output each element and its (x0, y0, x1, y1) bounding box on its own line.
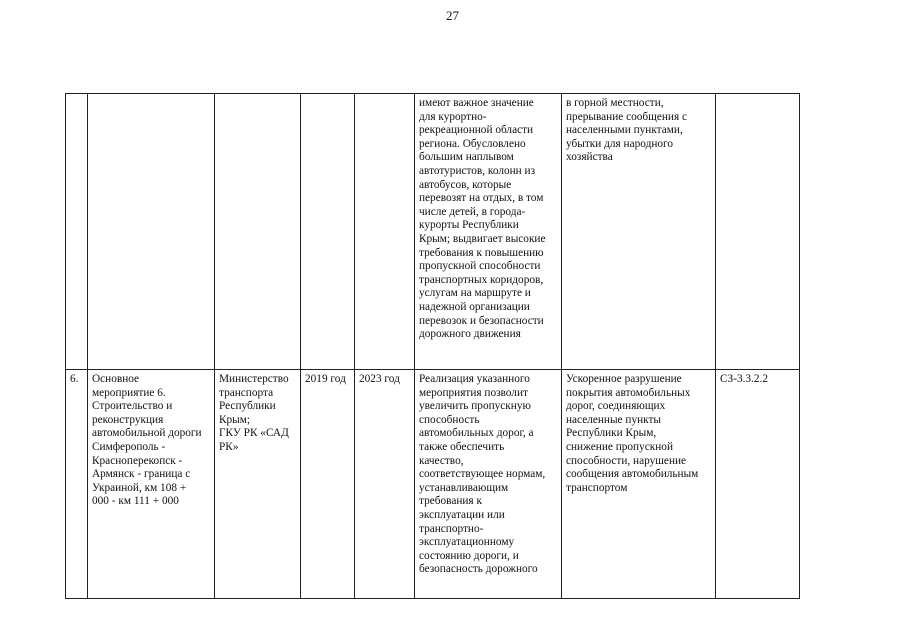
cell-measure-name (88, 94, 215, 370)
cell-executor: Министерство транспорта Республики Крым; ГКУ РК «САД РК» (215, 370, 301, 599)
cell-link: СЗ-3.3.2.2 (716, 370, 800, 599)
cell-start-year (301, 94, 355, 370)
table-row (66, 370, 800, 599)
cell-end-year (355, 94, 415, 370)
cell-measure-name: Основное мероприятие 6. Строительство и реконструкция автомобильной дороги Симферополь - Красноперекопск - Армянск - граница с Украиной, км 108 + 000 - км 111 + 000 (88, 370, 215, 599)
cell-number: 6. (66, 370, 88, 599)
cell-link (716, 94, 800, 370)
measures-table (65, 93, 800, 599)
cell-start-year: 2019 год (301, 370, 355, 599)
cell-executor (215, 94, 301, 370)
cell-consequences: Ускоренное разрушение покрытия автомобильных дорог, соединяющих населенные пункты Республики Крым, снижение пропускной способности, нарушение сообщения автомобильным транспортом (562, 370, 716, 599)
cell-expected-result: Реализация указанного мероприятия позволит увеличить пропускную способность автомобильных дорог, а также обеспечить качество, соответствующее нормам, устанавливающим требования к эксплуатации или транспортно- эксплуатационному состоянию дороги, и безопасность дорожного (415, 370, 562, 599)
cell-number (66, 94, 88, 370)
cell-end-year: 2023 год (355, 370, 415, 599)
page-number: 27 (446, 8, 459, 23)
table-row (66, 94, 800, 370)
cell-expected-result: имеют важное значение для курортно- рекреационной области региона. Обусловлено большим наплывом автотуристов, колонн из автобусов, которые перевозят на отдых, в том числе детей, в города- курорты Республики Крым; выдвигает высокие требования к повышению пропускной способности транспортных коридоров, услугам на маршруте и надежной организации перевозок и безопасности дорожного движения (415, 94, 562, 370)
cell-consequences: в горной местности, прерывание сообщения с населенными пунктами, убытки для народного хозяйства (562, 94, 716, 370)
